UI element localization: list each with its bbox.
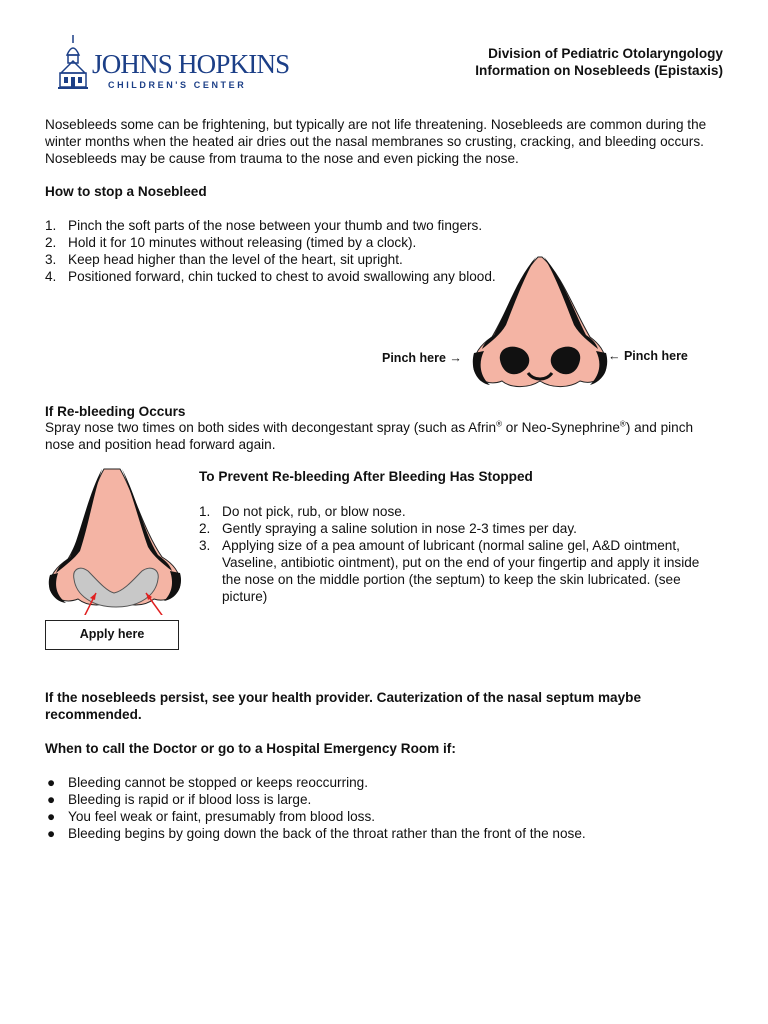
logo-subtitle: CHILDREN'S CENTER <box>108 80 247 90</box>
step-text: Gently spraying a saline solution in nose 2-3 times per day. <box>222 521 577 536</box>
rebleed-heading: If Re-bleeding Occurs <box>45 404 186 419</box>
step-number: 3. <box>199 538 211 553</box>
step-text: Do not pick, rub, or blow nose. <box>222 504 406 519</box>
bullet-text: You feel weak or faint, presumably from blood loss. <box>68 809 376 824</box>
list-item <box>45 825 745 842</box>
step-number: 2. <box>45 235 57 250</box>
persist-line: recommended. <box>45 707 142 722</box>
step-number: 1. <box>199 504 211 519</box>
building-dome-icon <box>58 35 88 93</box>
persist-paragraph <box>45 689 745 723</box>
logo-wordmark: JOHNS HOPKINS <box>92 49 290 79</box>
intro-paragraph <box>45 116 735 167</box>
bullet-icon: ● <box>47 792 56 807</box>
step-text: the nose on the middle portion (the septum) to keep the skin lubricated. (see <box>222 572 681 587</box>
step-text: Pinch the soft parts of the nose between your thumb and two fingers. <box>68 218 483 233</box>
rebleed-line <box>45 419 745 436</box>
list-item <box>45 234 565 251</box>
document-header <box>475 45 723 79</box>
pinch-label-right: ← Pinch here <box>608 349 688 363</box>
pinch-label-left: Pinch here → <box>382 351 462 365</box>
step-number: 3. <box>45 252 57 267</box>
rebleed-text: ) and pinch <box>625 420 694 435</box>
intro-line: Nosebleeds may be cause from trauma to the nose and even picking the nose. <box>45 151 519 166</box>
apply-here-label: Apply here <box>79 627 145 641</box>
list-item <box>45 217 565 234</box>
doctor-bullets-list <box>45 774 745 842</box>
list-item <box>199 520 739 537</box>
stop-heading: How to stop a Nosebleed <box>45 184 207 199</box>
list-item <box>45 774 745 791</box>
nose-pinch-illustration <box>470 255 610 390</box>
step-text: Positioned forward, chin tucked to chest to avoid swallowing any blood. <box>68 269 496 284</box>
step-text: Vaseline, antibiotic ointment), put on the end of your fingertip and apply it inside <box>222 555 700 570</box>
bullet-text: Bleeding begins by going down the back of the throat rather than the front of the nose. <box>68 826 586 841</box>
intro-line: Nosebleeds some can be frightening, but typically are not life threatening. Nosebleeds are common during the <box>45 117 707 132</box>
rebleed-paragraph <box>45 419 745 453</box>
list-item <box>199 537 739 605</box>
list-item <box>45 791 745 808</box>
document-title: Information on Nosebleeds (Epistaxis) <box>475 63 723 78</box>
step-text: Keep head higher than the level of the heart, sit upright. <box>68 252 403 267</box>
step-number: 4. <box>45 269 57 284</box>
bullet-text: Bleeding is rapid or if blood loss is large. <box>68 792 312 807</box>
rebleed-text: or Neo-Synephrine <box>502 420 620 435</box>
step-number: 2. <box>199 521 211 536</box>
bullet-icon: ● <box>47 826 56 841</box>
division-name: Division of Pediatric Otolaryngology <box>488 46 723 61</box>
list-item <box>45 808 745 825</box>
nose-septum-illustration <box>44 467 186 615</box>
step-text: picture) <box>222 589 268 604</box>
step-text: Applying size of a pea amount of lubricant (normal saline gel, A&D ointment, <box>222 538 680 553</box>
persist-line: If the nosebleeds persist, see your health provider. Cauterization of the nasal septum maybe <box>45 690 642 705</box>
intro-line: winter months when the heated air dries out the nasal membranes so crusting, cracking, and bleeding occurs. <box>45 134 704 149</box>
prevent-heading: To Prevent Re-bleeding After Bleeding Has Stopped <box>199 469 533 484</box>
registered-mark: ® <box>496 419 503 429</box>
step-text: Hold it for 10 minutes without releasing (timed by a clock). <box>68 235 417 250</box>
bullet-icon: ● <box>47 809 56 824</box>
prevent-steps-list <box>199 503 739 605</box>
rebleed-line: nose and position head forward again. <box>45 437 276 452</box>
list-item <box>199 503 739 520</box>
step-number: 1. <box>45 218 57 233</box>
rebleed-text: Spray nose two times on both sides with decongestant spray (such as Afrin <box>45 420 497 435</box>
doctor-heading: When to call the Doctor or go to a Hospital Emergency Room if: <box>45 741 456 756</box>
bullet-text: Bleeding cannot be stopped or keeps reoccurring. <box>68 775 369 790</box>
bullet-icon: ● <box>47 775 56 790</box>
registered-mark: ® <box>619 419 626 429</box>
